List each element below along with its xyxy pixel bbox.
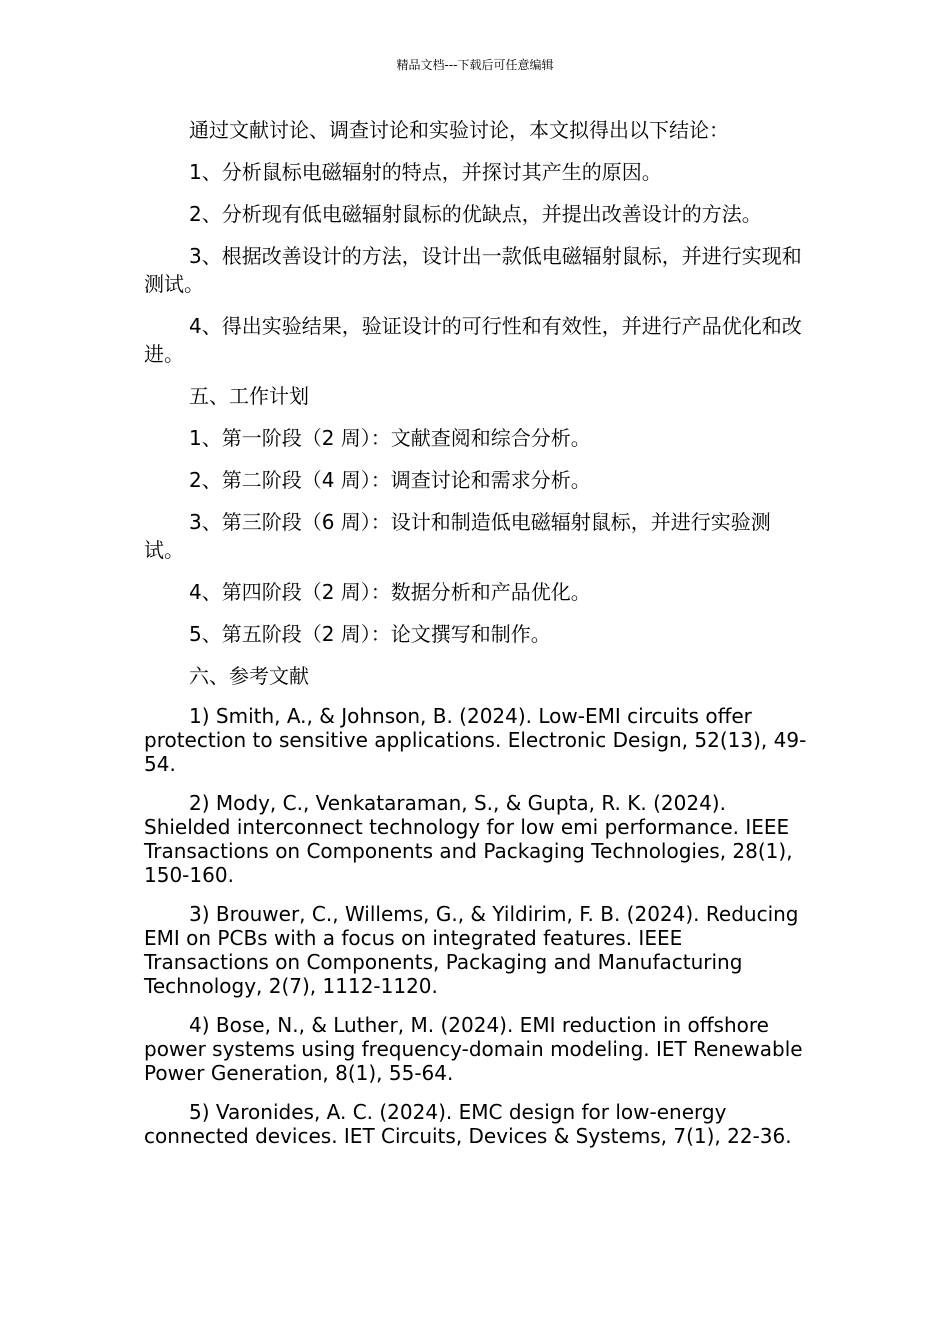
reference-item: 1) Smith, A., & Johnson, B. (2024). Low-EMI circuits offer protection to sensitive applications. Electronic Design, 52(13), 49-54. — [144, 704, 807, 776]
reference-item: 4) Bose, N., & Luther, M. (2024). EMI reduction in offshore power systems using frequency-domain modeling. IET Renewable Power Generation, 8(1), 55-64. — [144, 1013, 803, 1085]
page-header: 精品文档---下载后可任意编辑 — [396, 58, 554, 72]
reference-item: 5) Varonides, A. C. (2024). EMC design for low-energy connected devices. IET Circuits, Devices & Systems, 7(1), 22-36. — [144, 1100, 792, 1148]
plan-item: 2、第二阶段（4 周）：调查讨论和需求分析。 — [189, 468, 591, 492]
conclusion-intro: 通过文献讨论、调查讨论和实验讨论，本文拟得出以下结论： — [189, 118, 729, 142]
plan-item: 3、第三阶段（6 周）：设计和制造低电磁辐射鼠标，并进行实验测试。 — [144, 510, 771, 562]
conclusion-item: 1、分析鼠标电磁辐射的特点，并探讨其产生的原因。 — [189, 160, 662, 184]
conclusion-item: 2、分析现有低电磁辐射鼠标的优缺点，并提出改善设计的方法。 — [189, 202, 762, 226]
plan-item: 4、第四阶段（2 周）：数据分析和产品优化。 — [189, 580, 591, 604]
section-heading-references: 六、参考文献 — [189, 664, 309, 688]
reference-item: 3) Brouwer, C., Willems, G., & Yildirim, F. B. (2024). Reducing EMI on PCBs with a focus on integrated features. IEEE Transactions on Components, Packaging and Manufacturing Technology, 2(7), 1112-1120. — [144, 902, 799, 998]
plan-item: 5、第五阶段（2 周）：论文撰写和制作。 — [189, 622, 551, 646]
plan-item: 1、第一阶段（2 周）：文献查阅和综合分析。 — [189, 426, 591, 450]
conclusion-item: 3、根据改善设计的方法，设计出一款低电磁辐射鼠标，并进行实现和测试。 — [144, 244, 802, 296]
document-body — [144, 116, 808, 1163]
section-heading-work-plan: 五、工作计划 — [189, 384, 309, 408]
reference-item: 2) Mody, C., Venkataraman, S., & Gupta, R. K. (2024). Shielded interconnect technology for low emi performance. IEEE Transactions on Components and Packaging Technologies, 28(1), 150-160. — [144, 791, 793, 887]
conclusion-item: 4、得出实验结果，验证设计的可行性和有效性，并进行产品优化和改进。 — [144, 314, 802, 366]
